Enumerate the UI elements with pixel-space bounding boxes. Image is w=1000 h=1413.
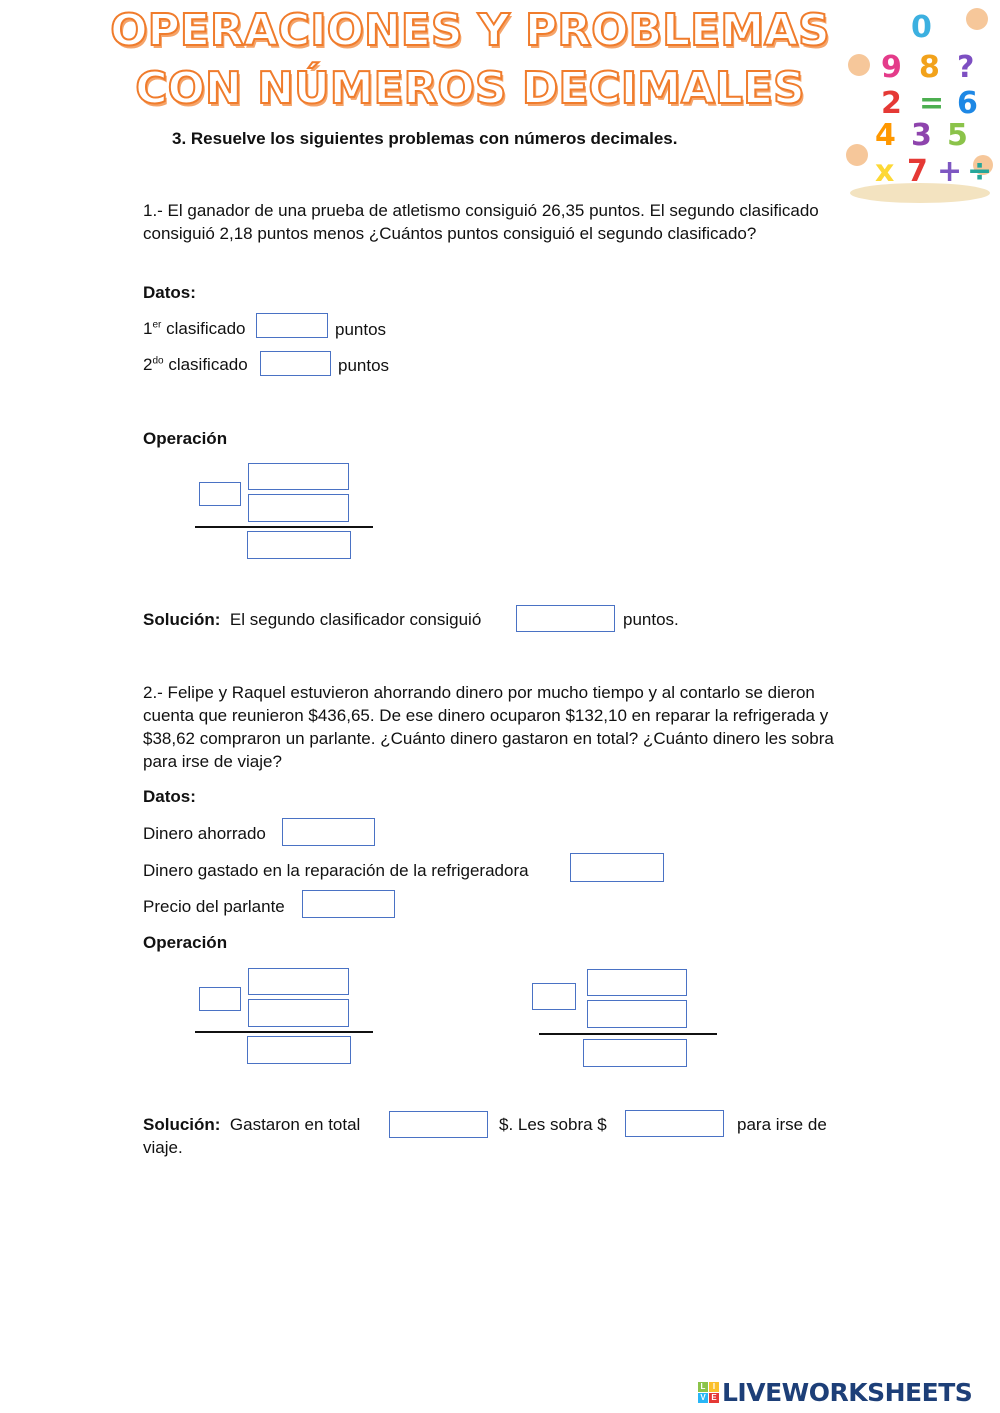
first-place-input[interactable]	[256, 313, 328, 338]
svg-text:0: 0	[911, 10, 932, 45]
problem-1-text: 1.- El ganador de una prueba de atletismo consiguió 26,35 puntos. El segundo clasificado consiguió 2,18 puntos menos ¿Cuántos puntos consiguió el segundo clasificado?	[143, 201, 819, 243]
datos-label-1: Datos:	[143, 283, 196, 302]
remaining-input[interactable]	[625, 1110, 724, 1137]
op2a-sign-input[interactable]	[199, 987, 241, 1011]
op2b-sign-input[interactable]	[532, 983, 576, 1010]
svg-text:?: ?	[957, 50, 975, 85]
svg-text:9: 9	[881, 50, 902, 85]
svg-text:÷: ÷	[967, 154, 993, 189]
logo-text: LIVEWORKSHEETS	[722, 1378, 973, 1407]
op2b-result-input[interactable]	[583, 1039, 687, 1067]
operacion-label-2: Operación	[143, 933, 228, 952]
parlante-input[interactable]	[302, 890, 395, 918]
first-place-unit: puntos	[335, 320, 387, 339]
first-place-label: 1er clasificado	[143, 319, 246, 338]
solution-2-text4: viaje.	[143, 1138, 183, 1157]
second-place-label: $2^{do}$ clasificado	[143, 355, 248, 374]
solution-1-input[interactable]	[516, 605, 615, 632]
op1-sign-input[interactable]	[199, 482, 241, 506]
solution-2: Solución: Gastaron en total	[143, 1115, 361, 1134]
svg-text:5: 5	[947, 118, 968, 153]
op1-subtrahend-input[interactable]	[248, 494, 349, 522]
op2a-result-line	[195, 1031, 373, 1033]
reparacion-input[interactable]	[570, 853, 664, 882]
ahorrado-input[interactable]	[282, 818, 375, 846]
svg-text:6: 6	[957, 86, 978, 121]
kids-numbers-illustration	[845, 5, 995, 205]
operacion-label-1: Operación	[143, 429, 228, 448]
svg-text:=: =	[919, 86, 945, 121]
op1-minuend-input[interactable]	[248, 463, 349, 490]
solution-1-unit: puntos.	[623, 610, 679, 629]
total-spent-input[interactable]	[389, 1111, 488, 1138]
liveworksheets-logo	[698, 1378, 972, 1407]
svg-text:2: 2	[881, 86, 902, 121]
title-line-1: OPERACIONES Y PROBLEMAS	[110, 5, 830, 56]
op2a-top-input[interactable]	[248, 968, 349, 995]
datos-label-2: Datos:	[143, 787, 196, 806]
op2b-bottom-input[interactable]	[587, 1000, 687, 1028]
parlante-label: Precio del parlante	[143, 897, 285, 916]
op2a-bottom-input[interactable]	[248, 999, 349, 1027]
svg-text:+: +	[937, 154, 963, 189]
ahorrado-label: Dinero ahorrado	[143, 824, 266, 843]
op1-result-input[interactable]	[247, 531, 351, 559]
svg-text:x: x	[875, 154, 895, 189]
title-line-2: CON NÚMEROS DECIMALES	[135, 63, 805, 114]
solution-2-text2: $. Les sobra $	[499, 1115, 607, 1134]
svg-text:3: 3	[911, 118, 932, 153]
svg-text:7: 7	[907, 154, 928, 189]
second-place-input[interactable]	[260, 351, 331, 376]
second-place-unit: puntos	[338, 356, 390, 375]
problem-2-text: 2.- Felipe y Raquel estuvieron ahorrando dinero por mucho tiempo y al contarlo se dieron cuenta que reunieron $436,65. De ese dinero ocuparon $132,10 en reparar la refrigerada y $38,62 compraron un parlante. ¿Cuánto dinero gastaron en total? ¿Cuánto dinero les sobra para irse de viaje?	[143, 683, 834, 771]
solution-1: Solución: El segundo clasificador consiguió	[143, 610, 482, 629]
op2b-result-line	[539, 1033, 717, 1035]
instruction: 3. Resuelve los siguientes problemas con números decimales.	[172, 129, 678, 148]
op1-result-line	[195, 526, 373, 528]
solution-2-text3: para irse de	[737, 1115, 827, 1134]
op2b-top-input[interactable]	[587, 969, 687, 996]
op2a-result-input[interactable]	[247, 1036, 351, 1064]
svg-text:8: 8	[919, 50, 940, 85]
logo-cubes-icon: L I V E	[698, 1382, 719, 1403]
svg-text:4: 4	[875, 118, 896, 153]
reparacion-label: Dinero gastado en la reparación de la refrigeradora	[143, 861, 529, 880]
